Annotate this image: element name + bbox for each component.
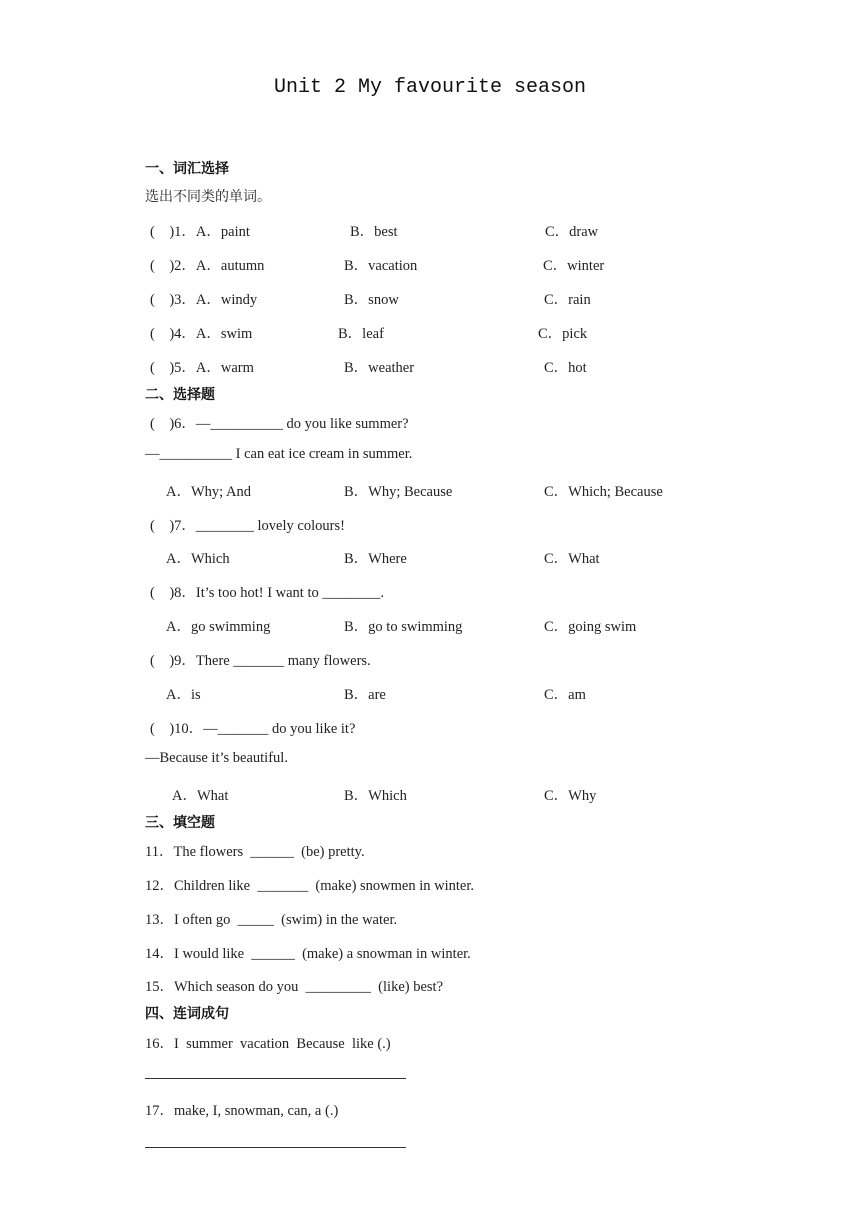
question-7-option-c: C．What xyxy=(544,551,600,567)
question-2-option-a: ( )2．A．autumn xyxy=(150,258,265,274)
question-4-option-b: B．leaf xyxy=(338,326,384,342)
question-5-option-c: C．hot xyxy=(544,360,587,376)
question-9-option-c: C．am xyxy=(544,687,586,703)
question-13: 13．I often go _____ (swim) in the water. xyxy=(145,912,398,928)
question-9: ( )9．There _______ many flowers. xyxy=(150,653,371,669)
question-17: 17．make, I, snowman, can, a (.) xyxy=(145,1103,339,1119)
page-title: Unit 2 My favourite season xyxy=(273,76,587,99)
question-8-option-a: A．go swimming xyxy=(166,619,271,635)
question-14: 14．I would like ______ (make) a snowman in winter. xyxy=(145,946,471,962)
question-3-option-b: B．snow xyxy=(344,292,399,308)
question-9-option-b: B．are xyxy=(344,687,386,703)
question-6: ( )6．—__________ do you like summer? xyxy=(150,416,409,432)
section-heading-multiple-choice: 二、选择题 xyxy=(145,387,215,403)
question-1-option-c: C．draw xyxy=(545,224,599,240)
question-8: ( )8．It’s too hot! I want to ________. xyxy=(150,585,384,601)
question-10-option-b: B．Which xyxy=(344,788,407,804)
question-6-response: —__________ I can eat ice cream in summer. xyxy=(145,446,413,462)
question-7-option-a: A．Which xyxy=(166,551,230,567)
question-8-option-c: C．going swim xyxy=(544,619,637,635)
question-5-option-a: ( )5．A．warm xyxy=(150,360,254,376)
question-1-option-a: ( )1．A．paint xyxy=(150,224,250,240)
question-10-option-c: C．Why xyxy=(544,788,597,804)
question-11: 11．The flowers ______ (be) pretty. xyxy=(145,844,365,860)
answer-line-17 xyxy=(145,1147,406,1148)
question-2-option-c: C．winter xyxy=(543,258,605,274)
question-16: 16．I summer vacation Because like (.) xyxy=(145,1036,391,1052)
question-6-option-c: C．Which; Because xyxy=(544,484,663,500)
question-12: 12．Children like _______ (make) snowmen in winter. xyxy=(145,878,475,894)
answer-line-16 xyxy=(145,1078,406,1079)
question-10: ( )10．—_______ do you like it? xyxy=(150,721,356,737)
question-1-option-b: B．best xyxy=(350,224,398,240)
question-4-option-a: ( )4．A．swim xyxy=(150,326,253,342)
question-15: 15．Which season do you _________ (like) best? xyxy=(145,979,444,995)
question-4-option-c: C．pick xyxy=(538,326,588,342)
question-3-option-c: C．rain xyxy=(544,292,591,308)
section-heading-fill-in: 三、填空题 xyxy=(145,815,215,831)
section-heading-vocabulary: 一、词汇选择 xyxy=(145,161,229,177)
section-heading-sentence-building: 四、连词成句 xyxy=(145,1006,229,1022)
question-8-option-b: B．go to swimming xyxy=(344,619,463,635)
question-7-option-b: B．Where xyxy=(344,551,407,567)
question-7: ( )7．________ lovely colours! xyxy=(150,518,345,534)
section-instruction: 选出不同类的单词。 xyxy=(145,189,271,205)
question-3-option-a: ( )3．A．windy xyxy=(150,292,258,308)
question-6-option-b: B．Why; Because xyxy=(344,484,453,500)
question-9-option-a: A．is xyxy=(166,687,201,703)
question-6-option-a: A．Why; And xyxy=(166,484,251,500)
question-5-option-b: B．weather xyxy=(344,360,415,376)
question-10-option-a: A．What xyxy=(172,788,229,804)
question-2-option-b: B．vacation xyxy=(344,258,418,274)
question-10-response: —Because it’s beautiful. xyxy=(145,750,288,766)
